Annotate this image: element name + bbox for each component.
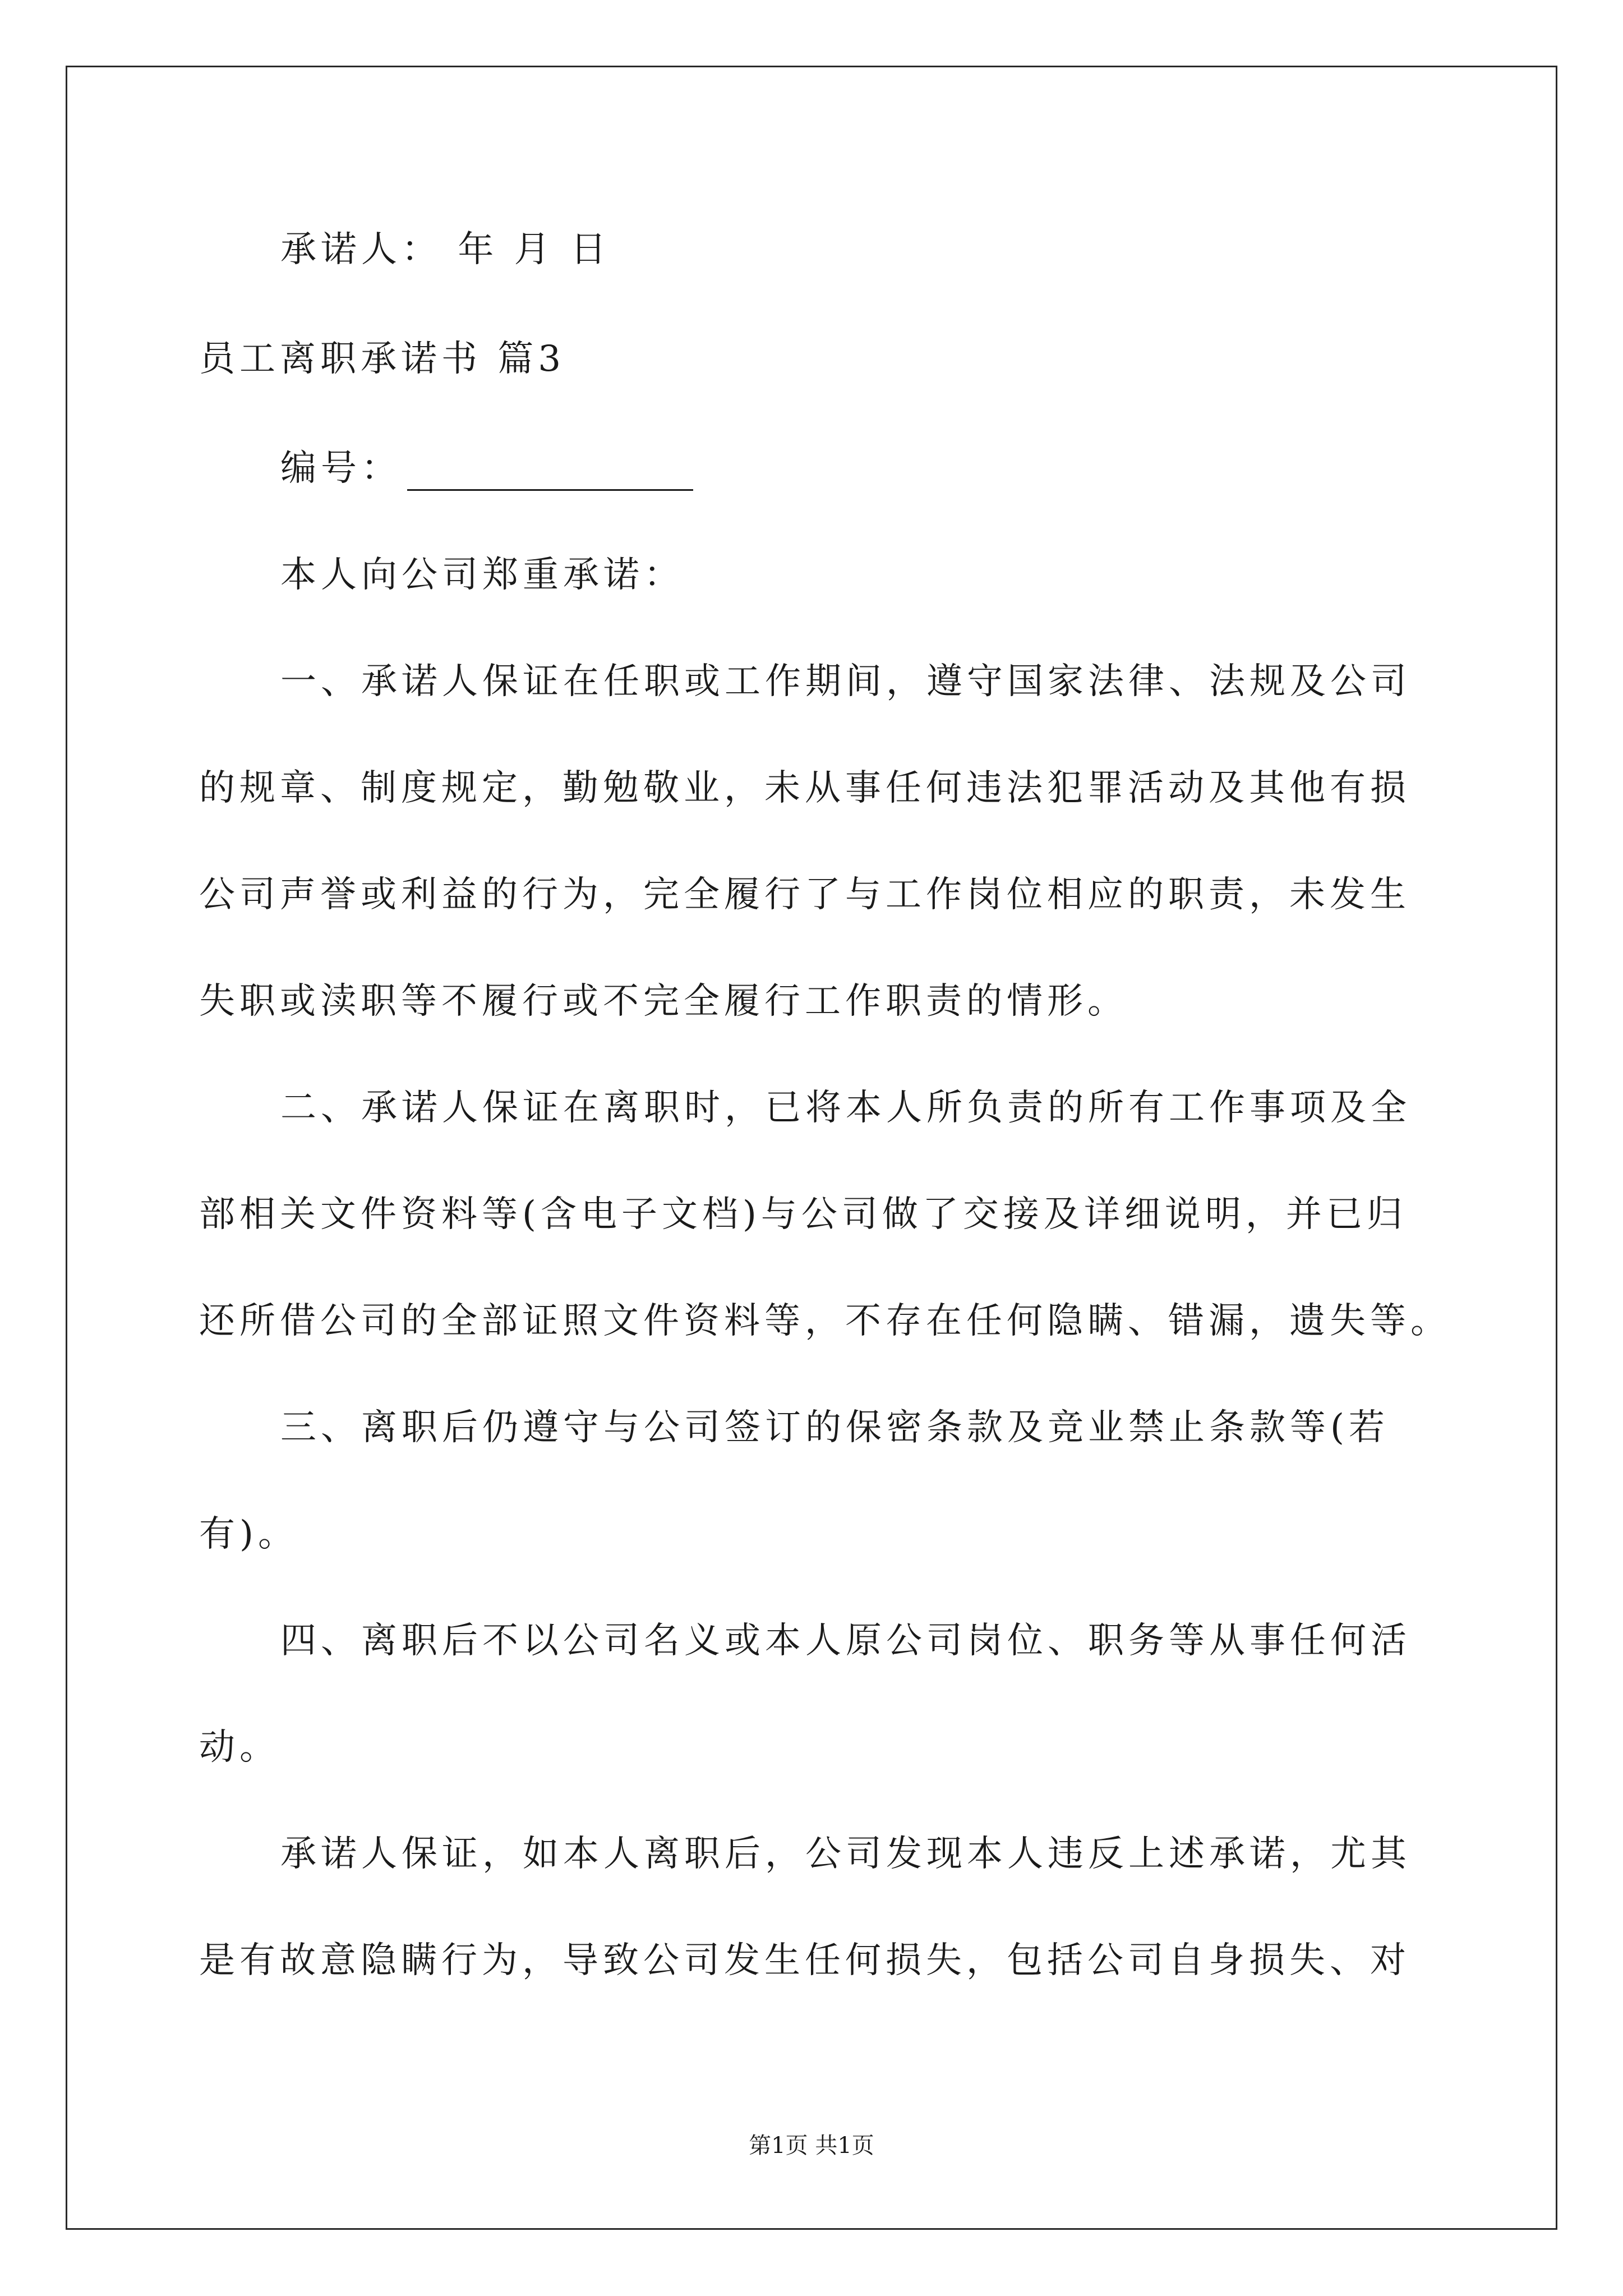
- paragraph-line: 一、承诺人保证在任职或工作期间，遵守国家法律、法规及公司: [280, 661, 1411, 702]
- paragraph-line: 三、离职后仍遵守与公司签订的保密条款及竞业禁止条款等(若: [280, 1407, 1389, 1448]
- paragraph-line: 动。: [199, 1727, 280, 1768]
- paragraph-line: 二、承诺人保证在离职时，已将本人所负责的所有工作事项及全: [280, 1087, 1411, 1129]
- number-label: 编号：: [280, 448, 402, 489]
- paragraph-line: 还所借公司的全部证照文件资料等，不存在任何隐瞒、错漏，遗失等。: [199, 1300, 1451, 1342]
- paragraph-line: 四、离职后不以公司名义或本人原公司岗位、职务等从事任何活: [280, 1620, 1411, 1662]
- signature-line: 承诺人： 年 月 日: [280, 229, 611, 270]
- page-footer: 第1页 共1页: [749, 2133, 874, 2159]
- number-blank: [407, 458, 693, 491]
- paragraph-line: 公司声誉或利益的行为，完全履行了与工作岗位相应的职责，未发生: [199, 874, 1410, 915]
- paragraph-line: 部相关文件资料等(含电子文档)与公司做了交接及详细说明，并已归: [199, 1194, 1407, 1235]
- section-title: 员工离职承诺书 篇3: [199, 338, 566, 380]
- paragraph-line: 承诺人保证，如本人离职后，公司发现本人违反上述承诺，尤其: [280, 1833, 1411, 1875]
- paragraph-line: 的规章、制度规定，勤勉敬业，未从事任何违法犯罪活动及其他有损: [199, 767, 1410, 809]
- paragraph-line: 是有故意隐瞒行为，导致公司发生任何损失，包括公司自身损失、对: [199, 1940, 1410, 1981]
- paragraph-line: 有)。: [199, 1513, 298, 1555]
- paragraph-line: 失职或渎职等不履行或不完全履行工作职责的情形。: [199, 981, 1128, 1022]
- page-border: [66, 66, 1557, 2230]
- intro-line: 本人向公司郑重承诺：: [280, 554, 684, 596]
- number-field: [280, 446, 693, 491]
